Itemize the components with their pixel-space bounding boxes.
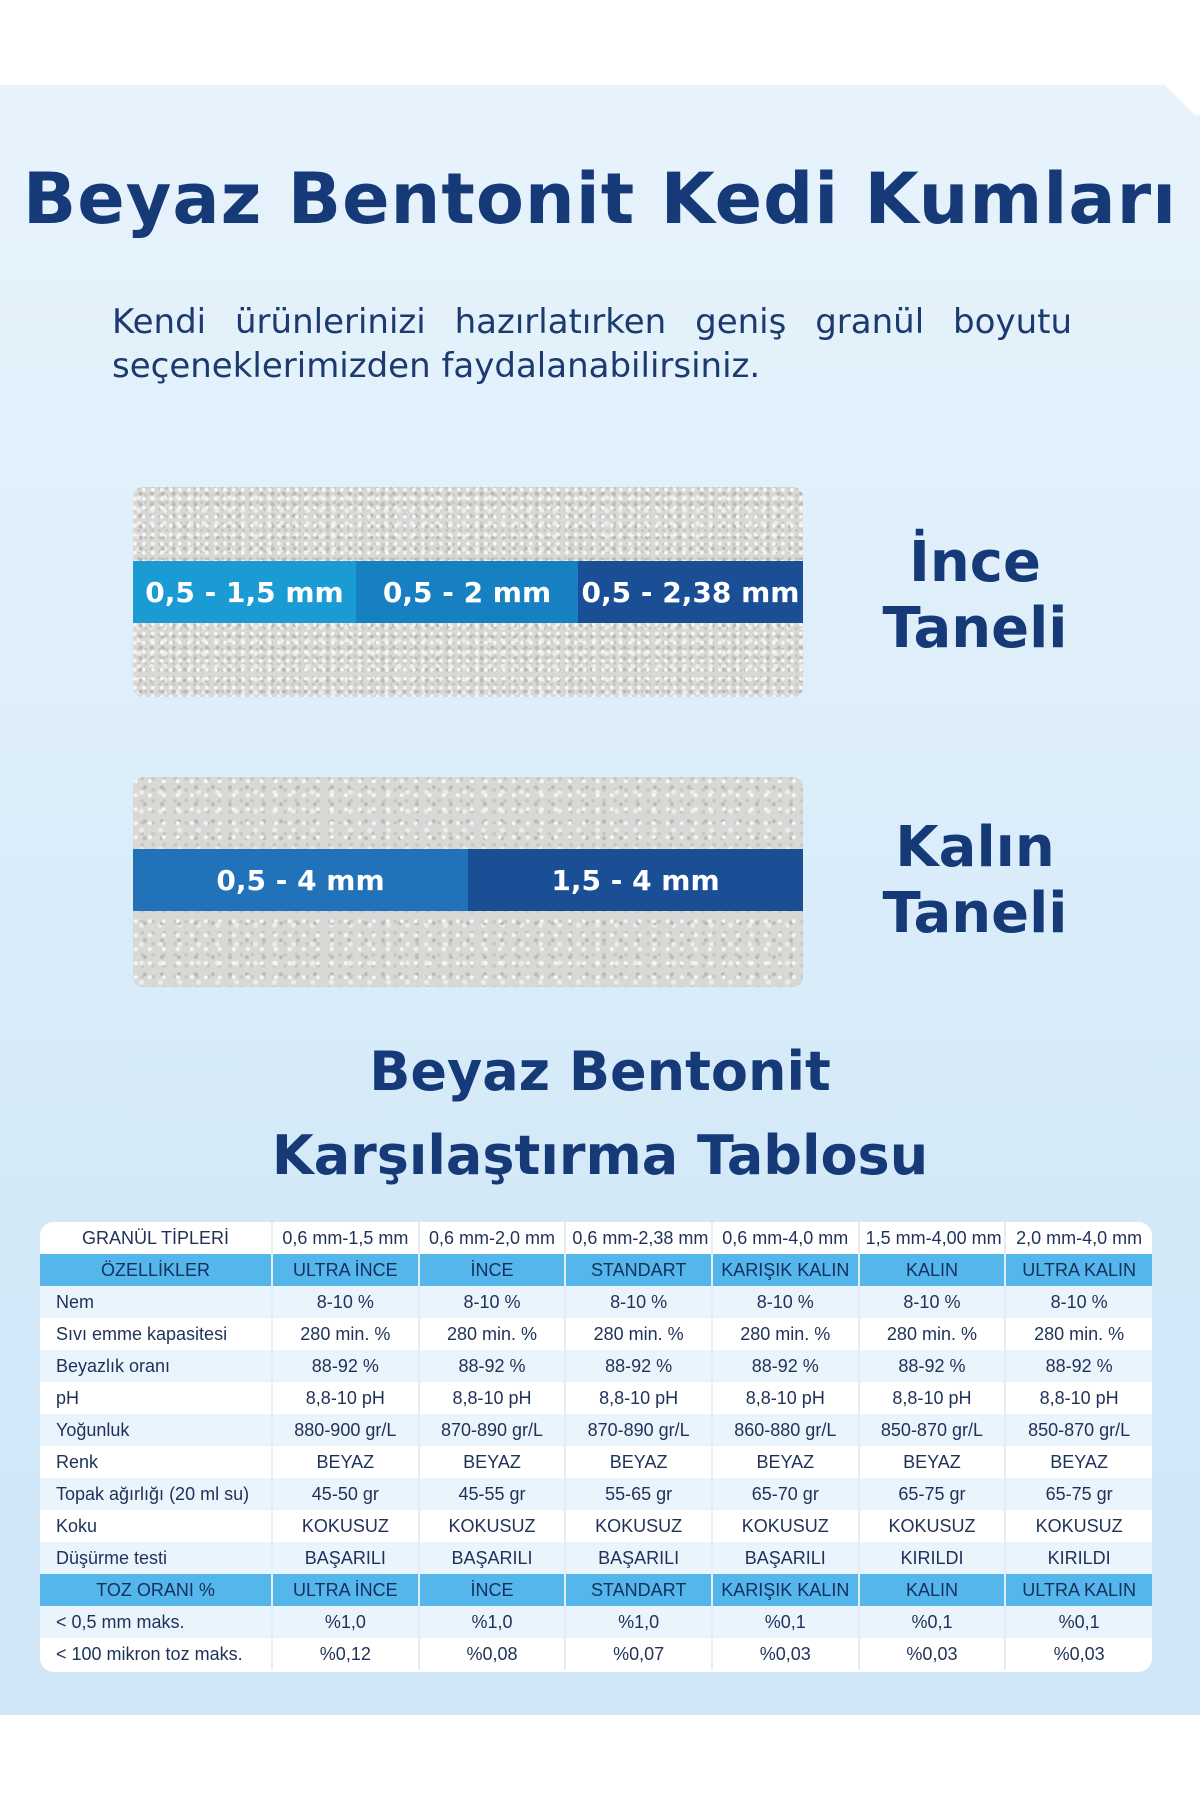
table-cell: 65-70 gr: [712, 1478, 859, 1510]
table-header-cell: 0,6 mm-1,5 mm: [272, 1222, 419, 1254]
table-cell: 870-890 gr/L: [419, 1414, 566, 1446]
table-cell: 8-10 %: [859, 1286, 1006, 1318]
table-cell: 88-92 %: [859, 1350, 1006, 1382]
fine-label-line2: Taneli: [882, 596, 1068, 661]
table-cell: 8,8-10 pH: [272, 1382, 419, 1414]
table-cell: 55-65 gr: [565, 1478, 712, 1510]
row-label: Koku: [40, 1510, 272, 1542]
row-label: Beyazlık oranı: [40, 1350, 272, 1382]
row-label: Renk: [40, 1446, 272, 1478]
table-cell: KOKUSUZ: [1005, 1510, 1152, 1542]
table-section-row: [40, 1254, 1152, 1286]
table-cell: %0,03: [859, 1638, 1006, 1670]
table-cell: %0,03: [1005, 1638, 1152, 1670]
table-cell: KARIŞIK KALIN: [712, 1574, 859, 1606]
table-cell: %0,1: [1005, 1606, 1152, 1638]
row-label: Sıvı emme kapasitesi: [40, 1318, 272, 1350]
table-cell: 280 min. %: [712, 1318, 859, 1350]
table-cell: BEYAZ: [712, 1446, 859, 1478]
table-row: [40, 1510, 1152, 1542]
table-header-cell: 0,6 mm-2,38 mm: [565, 1222, 712, 1254]
fine-granule-label: [870, 530, 1080, 662]
fine-range-2: 0,5 - 2 mm: [356, 561, 578, 623]
table-cell: 45-55 gr: [419, 1478, 566, 1510]
table-cell: 860-880 gr/L: [712, 1414, 859, 1446]
table-cell: %0,1: [712, 1606, 859, 1638]
table-cell: BEYAZ: [419, 1446, 566, 1478]
row-label: < 0,5 mm maks.: [40, 1606, 272, 1638]
table-cell: %1,0: [565, 1606, 712, 1638]
table-row: [40, 1318, 1152, 1350]
table-cell: KALIN: [859, 1574, 1006, 1606]
row-label: Nem: [40, 1286, 272, 1318]
fine-range-3: 0,5 - 2,38 mm: [578, 561, 803, 623]
row-label: ÖZELLİKLER: [40, 1254, 272, 1286]
table-cell: %0,07: [565, 1638, 712, 1670]
table-cell: 88-92 %: [565, 1350, 712, 1382]
table-cell: KOKUSUZ: [419, 1510, 566, 1542]
coarse-range-band: [133, 849, 803, 911]
table-cell: 850-870 gr/L: [1005, 1414, 1152, 1446]
table-cell: %0,03: [712, 1638, 859, 1670]
table-title: [0, 1030, 1200, 1198]
table-cell: 65-75 gr: [859, 1478, 1006, 1510]
table-row: [40, 1350, 1152, 1382]
table-cell: BEYAZ: [565, 1446, 712, 1478]
row-label: Yoğunluk: [40, 1414, 272, 1446]
table-cell: 65-75 gr: [1005, 1478, 1152, 1510]
table-cell: 8-10 %: [272, 1286, 419, 1318]
table-cell: ULTRA KALIN: [1005, 1574, 1152, 1606]
table-cell: %0,08: [419, 1638, 566, 1670]
table-cell: 8,8-10 pH: [1005, 1382, 1152, 1414]
fine-label-line1: İnce: [909, 530, 1041, 595]
table-cell: ULTRA KALIN: [1005, 1254, 1152, 1286]
intro-text: Kendi ürünlerinizi hazırlatırken geniş granül boyutu seçeneklerimizden faydalanabilirsiniz.: [112, 302, 1072, 386]
table-cell: 280 min. %: [419, 1318, 566, 1350]
coarse-granule-image: [133, 777, 803, 987]
table-cell: 8-10 %: [419, 1286, 566, 1318]
table-header-cell: 2,0 mm-4,0 mm: [1005, 1222, 1152, 1254]
table-cell: 88-92 %: [272, 1350, 419, 1382]
table-cell: 88-92 %: [1005, 1350, 1152, 1382]
row-label: Düşürme testi: [40, 1542, 272, 1574]
table-cell: 8-10 %: [565, 1286, 712, 1318]
table-cell: 280 min. %: [1005, 1318, 1152, 1350]
table-cell: BEYAZ: [859, 1446, 1006, 1478]
table-cell: BEYAZ: [272, 1446, 419, 1478]
table-cell: 88-92 %: [712, 1350, 859, 1382]
table-cell: 8,8-10 pH: [859, 1382, 1006, 1414]
table-cell: 88-92 %: [419, 1350, 566, 1382]
table-row: [40, 1542, 1152, 1574]
table-title-line1: Beyaz Bentonit: [369, 1040, 831, 1103]
page-corner-fold: [1160, 85, 1200, 115]
row-label: TOZ ORANI %: [40, 1574, 272, 1606]
table-cell: ULTRA İNCE: [272, 1574, 419, 1606]
table-cell: 8,8-10 pH: [419, 1382, 566, 1414]
coarse-range-2: 1,5 - 4 mm: [468, 849, 803, 911]
table-cell: 280 min. %: [272, 1318, 419, 1350]
table-cell: 280 min. %: [859, 1318, 1006, 1350]
table-cell: KALIN: [859, 1254, 1006, 1286]
table-cell: İNCE: [419, 1254, 566, 1286]
table-row: [40, 1478, 1152, 1510]
table-cell: %0,12: [272, 1638, 419, 1670]
table-cell: 8-10 %: [712, 1286, 859, 1318]
row-label: Topak ağırlığı (20 ml su): [40, 1478, 272, 1510]
fine-range-1: 0,5 - 1,5 mm: [133, 561, 356, 623]
table-row: [40, 1446, 1152, 1478]
table-cell: %1,0: [272, 1606, 419, 1638]
table-cell: 850-870 gr/L: [859, 1414, 1006, 1446]
table-cell: BEYAZ: [1005, 1446, 1152, 1478]
coarse-range-1: 0,5 - 4 mm: [133, 849, 468, 911]
table-cell: 45-50 gr: [272, 1478, 419, 1510]
table-cell: BAŞARILI: [565, 1542, 712, 1574]
table-cell: KIRILDI: [859, 1542, 1006, 1574]
table-cell: 870-890 gr/L: [565, 1414, 712, 1446]
table-cell: KOKUSUZ: [712, 1510, 859, 1542]
table-cell: İNCE: [419, 1574, 566, 1606]
table-cell: STANDART: [565, 1254, 712, 1286]
table-row: [40, 1606, 1152, 1638]
table-cell: 8-10 %: [1005, 1286, 1152, 1318]
table-row: [40, 1286, 1152, 1318]
page-title: Beyaz Bentonit Kedi Kumları: [22, 158, 1178, 240]
table-cell: BAŞARILI: [419, 1542, 566, 1574]
table-row: [40, 1382, 1152, 1414]
coarse-label-line2: Taneli: [882, 881, 1068, 946]
fine-granule-image: [133, 487, 803, 697]
table-cell: BAŞARILI: [272, 1542, 419, 1574]
coarse-label-line1: Kalın: [895, 815, 1055, 880]
table-cell: %1,0: [419, 1606, 566, 1638]
table-cell: KOKUSUZ: [565, 1510, 712, 1542]
comparison-table-container: [40, 1222, 1152, 1672]
table-title-line2: Karşılaştırma Tablosu: [271, 1124, 929, 1187]
table-cell: %0,1: [859, 1606, 1006, 1638]
table-cell: 8,8-10 pH: [565, 1382, 712, 1414]
table-header-row: [40, 1222, 1152, 1254]
row-label: pH: [40, 1382, 272, 1414]
table-cell: KARIŞIK KALIN: [712, 1254, 859, 1286]
table-cell: 8,8-10 pH: [712, 1382, 859, 1414]
table-header-label: GRANÜL TİPLERİ: [40, 1222, 272, 1254]
table-row: [40, 1638, 1152, 1670]
table-cell: 280 min. %: [565, 1318, 712, 1350]
table-header-cell: 0,6 mm-4,0 mm: [712, 1222, 859, 1254]
fine-range-band: [133, 561, 803, 623]
table-cell: ULTRA İNCE: [272, 1254, 419, 1286]
table-cell: STANDART: [565, 1574, 712, 1606]
table-cell: KOKUSUZ: [272, 1510, 419, 1542]
table-header-cell: 0,6 mm-2,0 mm: [419, 1222, 566, 1254]
table-cell: KOKUSUZ: [859, 1510, 1006, 1542]
table-cell: KIRILDI: [1005, 1542, 1152, 1574]
coarse-granule-label: [870, 815, 1080, 947]
table-row: [40, 1414, 1152, 1446]
table-cell: BAŞARILI: [712, 1542, 859, 1574]
table-cell: 880-900 gr/L: [272, 1414, 419, 1446]
table-section-row: [40, 1574, 1152, 1606]
row-label: < 100 mikron toz maks.: [40, 1638, 272, 1670]
comparison-table: [40, 1222, 1152, 1670]
table-header-cell: 1,5 mm-4,00 mm: [859, 1222, 1006, 1254]
